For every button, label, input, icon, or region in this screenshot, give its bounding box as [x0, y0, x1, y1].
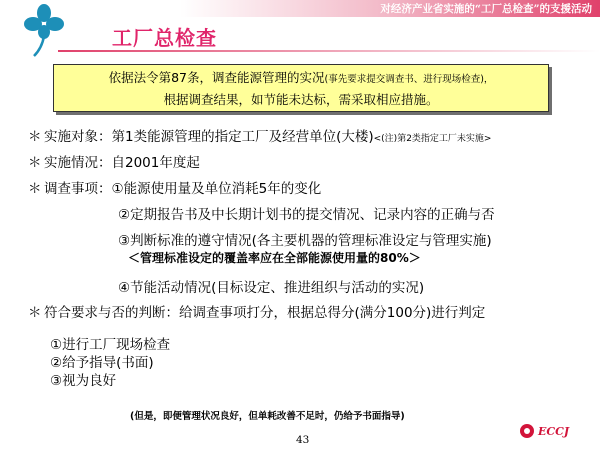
judge-value: 给调查事项打分，根据总得分(满分100分)进行判定 [179, 305, 486, 321]
page-title: 工厂总检查 [112, 26, 217, 50]
summary-line-2: 根据调查结果，如节能未达标，需采取相应措施。 [163, 92, 439, 107]
status-value: 自2001年度起 [111, 155, 200, 171]
survey-bold-note: ＜管理标准设定的覆盖率应在全部能源使用量的80%＞ [128, 251, 421, 265]
result-2: ②给予指导(书面) [50, 355, 154, 371]
target-line [28, 125, 491, 145]
header-strip [0, 0, 600, 17]
eccj-logo-icon [520, 424, 534, 438]
eccj-logo-text: ECCJ [538, 424, 570, 438]
status-line [28, 151, 200, 171]
eccj-logo [520, 422, 569, 440]
bullet-star: ＊ [28, 305, 42, 321]
survey-item-1: ①能源使用量及单位消耗5年的变化 [111, 181, 322, 197]
summary-line-1 [54, 68, 548, 90]
survey-label: 调查事项： [44, 181, 112, 197]
page-number: 43 [296, 434, 310, 446]
judge-label: 符合要求与否的判断： [44, 305, 179, 321]
bullet-star: ＊ [28, 155, 42, 171]
target-note: <(注)第2类指定工厂未实施> [373, 134, 492, 144]
header-text: 对经济产业省实施的“工厂总检查”的支援活动 [380, 3, 592, 15]
result-1: ①进行工厂现场检查 [50, 337, 171, 353]
summary-line-1-main: 依据法令第87条，调查能源管理的实况 [108, 70, 325, 85]
survey-line [28, 177, 321, 197]
status-label: 实施情况： [44, 155, 112, 171]
survey-item-2: ②定期报告书及中长期计划书的提交情况、记录内容的正确与否 [118, 207, 495, 223]
judge-line [28, 301, 485, 321]
target-label: 实施对象： [44, 129, 112, 145]
bullet-star: ＊ [28, 129, 42, 145]
footer-note: (但是，即便管理状况良好，但单耗改善不足时，仍给予书面指导) [130, 411, 405, 422]
summary-line-1-small: (事先要求提交调查书、进行现场检查)， [324, 74, 494, 85]
title-underline [58, 50, 600, 52]
target-value: 第1类能源管理的指定工厂及经营单位(大楼) [111, 129, 374, 145]
survey-item-4: ④节能活动情况(目标设定、推进组织与活动的实况) [118, 280, 425, 296]
result-3: ③视为良好 [50, 373, 117, 389]
bullet-star: ＊ [28, 181, 42, 197]
summary-box [53, 64, 549, 112]
survey-item-3: ③判断标准的遵守情况(各主要机器的管理标准设定与管理实施) [118, 233, 492, 249]
